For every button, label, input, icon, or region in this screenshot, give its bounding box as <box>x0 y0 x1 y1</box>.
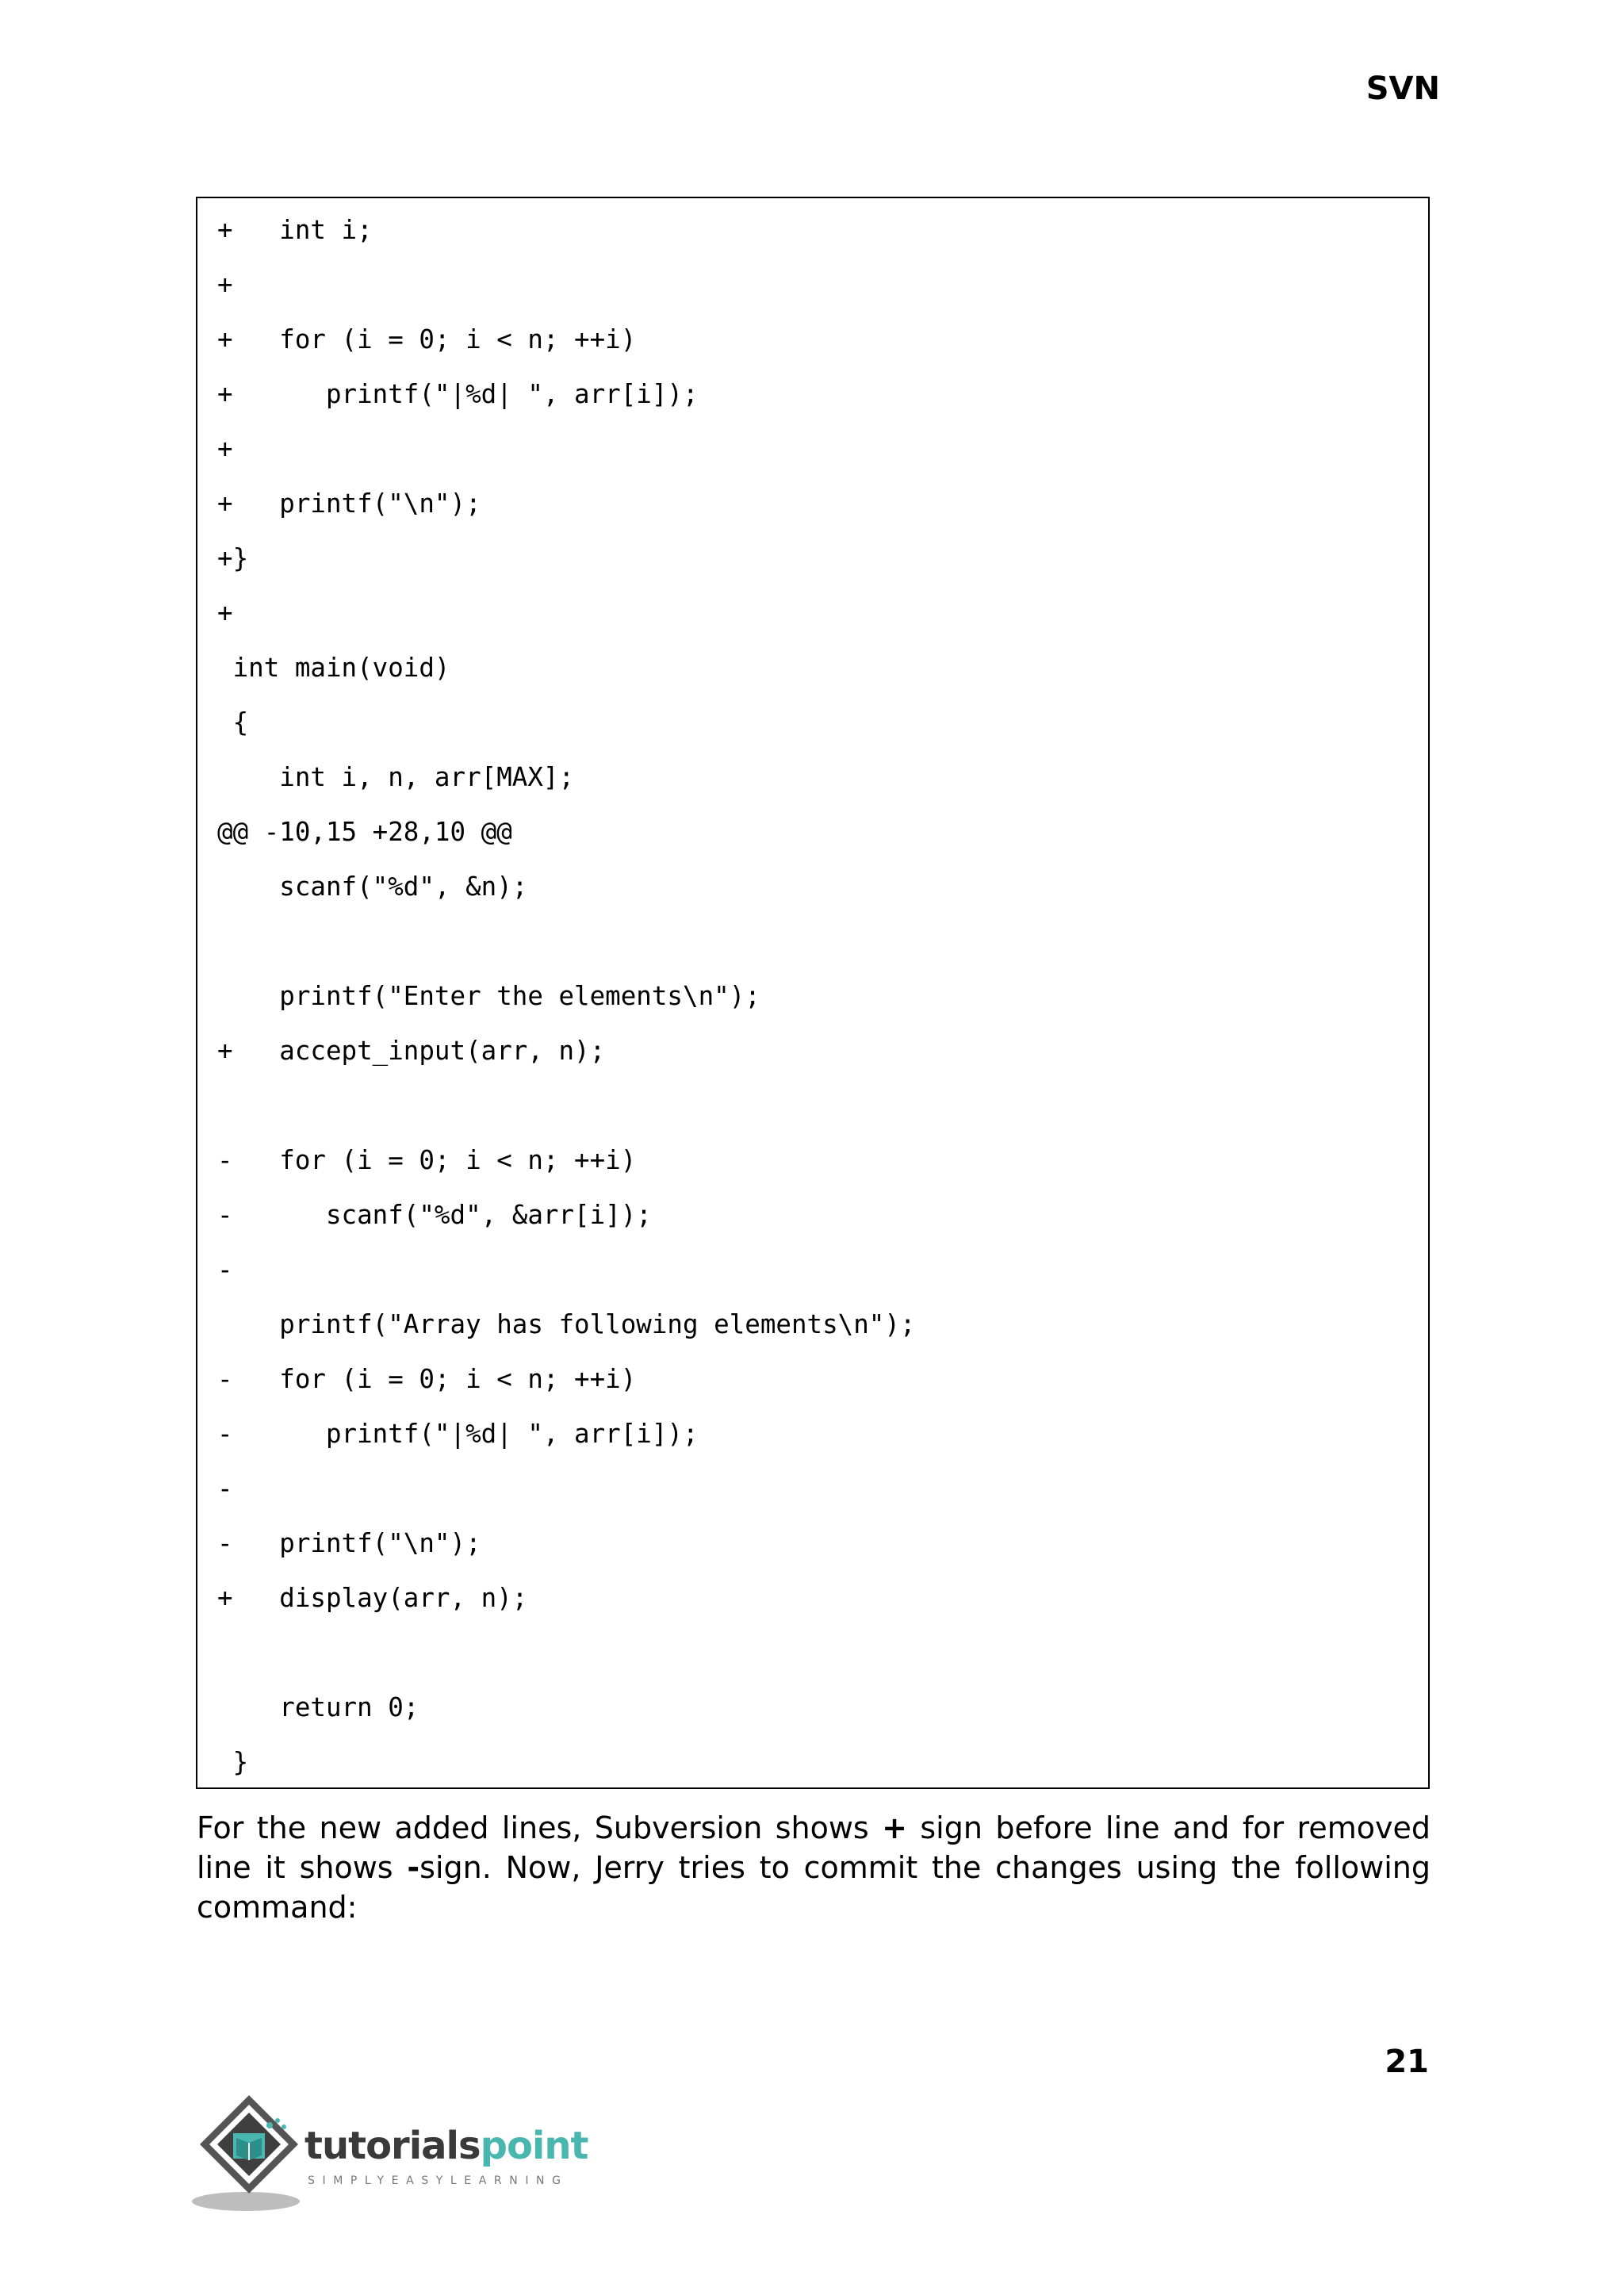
code-line: + <box>217 270 233 300</box>
code-line: - <box>217 1255 233 1285</box>
body-paragraph <box>197 1808 1431 1927</box>
paragraph-text: sign. Now, Jerry tries to commit the changes using the following command: <box>197 1850 1431 1925</box>
code-line: int main(void) <box>217 653 450 683</box>
paragraph-text: For the new added lines, Subversion shows <box>197 1810 883 1845</box>
code-line: @@ -10,15 +28,10 @@ <box>217 817 512 847</box>
code-line: return 0; <box>217 1692 419 1722</box>
code-line: + <box>217 598 233 628</box>
code-line: } <box>217 1747 249 1777</box>
logo-diamond-icon <box>192 2092 311 2215</box>
code-line: - printf("|%d| ", arr[i]); <box>217 1419 699 1449</box>
code-line: + printf("|%d| ", arr[i]); <box>217 379 699 409</box>
code-line: - printf("\n"); <box>217 1528 481 1558</box>
logo-wordmark <box>304 2124 588 2168</box>
code-line: printf("Enter the elements\n"); <box>217 981 760 1011</box>
code-line: printf("Array has following elements\n"); <box>217 1309 916 1339</box>
code-line: - for (i = 0; i < n; ++i) <box>217 1145 637 1175</box>
paragraph-text: sign before line and for removed line it shows <box>197 1810 1431 1885</box>
logo-word-point: point <box>480 2124 588 2168</box>
code-line: + for (i = 0; i < n; ++i) <box>217 324 637 354</box>
code-line: { <box>217 707 249 738</box>
code-line: - <box>217 1473 233 1504</box>
code-line: + int i; <box>217 215 373 245</box>
plus-sign: + <box>882 1810 907 1845</box>
code-line: int i, n, arr[MAX]; <box>217 762 575 792</box>
code-line: scanf("%d", &n); <box>217 872 528 902</box>
code-line: - scanf("%d", &arr[i]); <box>217 1200 652 1230</box>
code-block <box>196 197 1430 1789</box>
code-line: + display(arr, n); <box>217 1583 528 1613</box>
minus-sign: - <box>407 1850 420 1885</box>
code-line: +} <box>217 543 249 573</box>
code-line: + accept_input(arr, n); <box>217 1036 606 1066</box>
logo-tagline: SIMPLYEASYLEARNING <box>308 2174 569 2187</box>
tutorialspoint-logo <box>192 2092 588 2215</box>
page-number: 21 <box>1385 2044 1429 2080</box>
page-header-title: SVN <box>1365 71 1440 107</box>
code-line: + printf("\n"); <box>217 489 481 519</box>
code-line: - for (i = 0; i < n; ++i) <box>217 1364 637 1394</box>
logo-word-tutorials: tutorials <box>304 2124 481 2168</box>
code-line: + <box>217 434 233 464</box>
